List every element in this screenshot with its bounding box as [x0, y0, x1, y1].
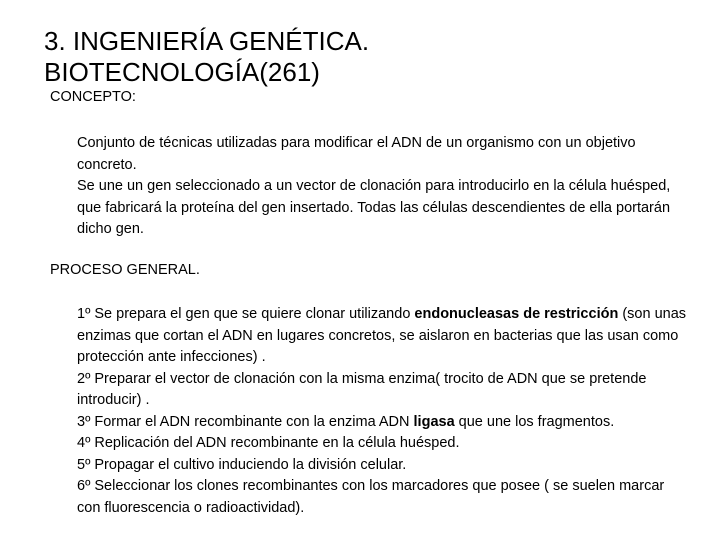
proceso-step: 2º Preparar el vector de clonación con la misma enzima( trocito de ADN que se pretende introducir) . — [77, 370, 647, 408]
step-text: 1º Se prepara el gen que se quiere clonar utilizando — [77, 306, 415, 322]
proceso-step: 6º Seleccionar los clones recombinantes con los marcadores que posee ( se suelen marcar con fluorescencia o radioactividad). — [77, 478, 665, 516]
proceso-steps — [77, 304, 687, 519]
step-text: (son unas enzimas que cortan el ADN en lugares concretos, se aislaron en bacterias que las usan como protección ante infecciones) . — [77, 306, 687, 365]
step-text: 3º Formar el ADN recombinante con la enzima ADN — [77, 413, 414, 430]
proceso-step: 4º Replicación del ADN recombinante en la célula huésped. — [77, 435, 460, 451]
slide-title-line-2: BIOTECNOLOGÍA(261) — [44, 57, 320, 87]
proceso-step — [77, 412, 687, 434]
concepto-paragraph: Conjunto de técnicas utilizadas para modificar el ADN de un organismo con un objetivo concreto. — [77, 135, 636, 173]
step-text: que une los fragmentos. — [454, 413, 615, 430]
slide-title-line-1: 3. INGENIERÍA GENÉTICA. — [44, 26, 370, 56]
concepto-paragraph: Se une un gen seleccionado a un vector de clonación para introducirlo en la célula huésped, que fabricará la proteína del gen insertado. Todas las células descendientes de ella portarán dicho gen. — [77, 178, 671, 237]
concepto-section — [77, 133, 687, 241]
slide-title — [44, 26, 694, 88]
proceso-step — [77, 304, 687, 369]
concepto-heading: CONCEPTO: — [50, 89, 136, 105]
proceso-step: 5º Propagar el cultivo induciendo la división celular. — [77, 456, 407, 473]
step-bold-term: endonucleasas de restricción — [414, 306, 619, 322]
proceso-heading: PROCESO GENERAL. — [50, 262, 200, 278]
step-bold-term: ligasa — [413, 413, 455, 430]
